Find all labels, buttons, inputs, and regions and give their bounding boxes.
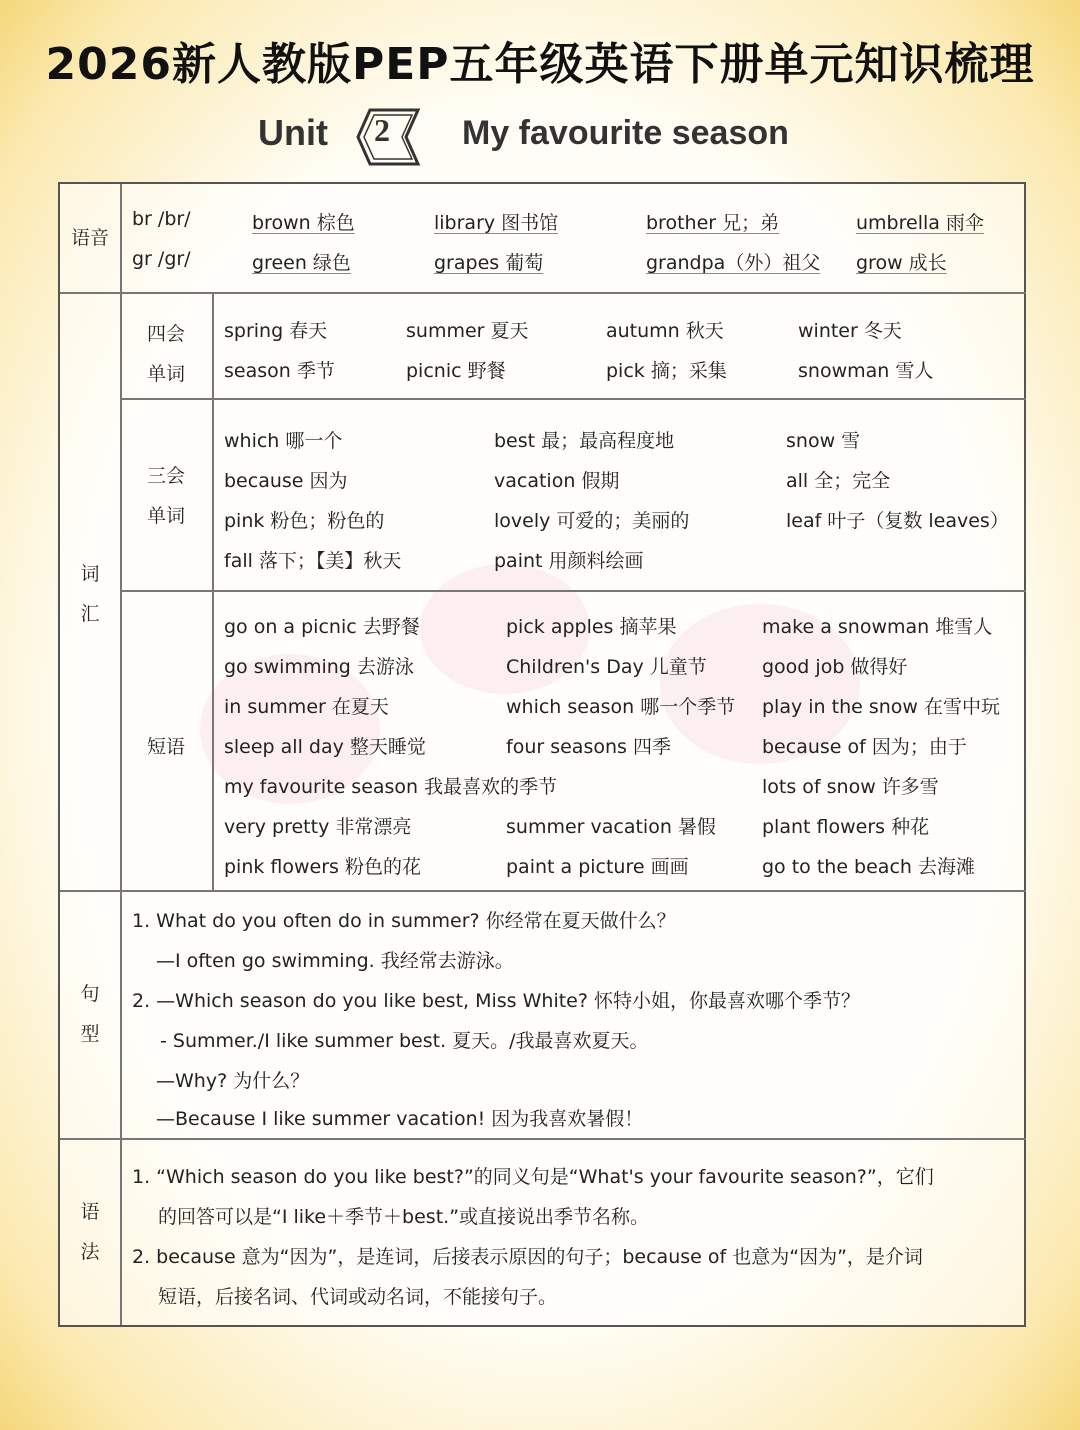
- three-skill-label: 三会单词: [146, 465, 185, 527]
- phrase: because of 因为；由于: [762, 736, 967, 758]
- four-skill-word: pick 摘；采集: [606, 360, 727, 382]
- three-skill-word: leaf 叶子（复数 leaves）: [786, 510, 1009, 532]
- four-skill-word: winter 冬天: [798, 320, 902, 342]
- grammar-line: 1. “Which season do you like best?”的同义句是“What's your favourite season?”，它们: [132, 1166, 934, 1188]
- phrase: sleep all day 整天睡觉: [224, 736, 426, 758]
- phrase: play in the snow 在雪中玩: [762, 696, 1000, 718]
- row-divider: [120, 590, 1026, 592]
- phrase: my favourite season 我最喜欢的季节: [224, 776, 558, 798]
- phrase: in summer 在夏天: [224, 696, 389, 718]
- column-divider: [120, 184, 122, 1325]
- phonics-word: green 绿色: [252, 252, 351, 274]
- phrase: pick apples 摘苹果: [506, 616, 677, 638]
- phonics-sound: br /br/: [132, 208, 191, 230]
- three-skill-word: pink 粉色；粉色的: [224, 510, 385, 532]
- phonics-word: grow 成长: [856, 252, 947, 274]
- phrase: very pretty 非常漂亮: [224, 816, 412, 838]
- unit-header: [0, 104, 1080, 168]
- phrase: which season 哪一个季节: [506, 696, 736, 718]
- phrase: go on a picnic 去野餐: [224, 616, 420, 638]
- three-skill-word: best 最；最高程度地: [494, 430, 675, 452]
- unit-name: My favourite season: [462, 114, 789, 152]
- row-divider: [60, 1138, 1026, 1140]
- phonics-word: brown 棕色: [252, 212, 355, 234]
- phonics-word: grandpa（外）祖父: [646, 252, 821, 274]
- grammar-line: 的回答可以是“I like＋季节＋best.”或直接说出季节名称。: [158, 1206, 650, 1228]
- sentence-label: 句型: [80, 983, 100, 1045]
- grammar-line: 短语，后接名词、代词或动名词，不能接句子。: [158, 1286, 558, 1308]
- phrase: good job 做得好: [762, 656, 908, 678]
- sentence-line: - Summer./I like summer best. 夏天。/我最喜欢夏天。: [160, 1030, 649, 1052]
- sentence-line: 2. —Which season do you like best, Miss White? 怀特小姐，你最喜欢哪个季节？: [132, 990, 860, 1012]
- grammar-label: 语法: [80, 1201, 100, 1263]
- phrase: make a snowman 堆雪人: [762, 616, 993, 638]
- phrase: plant flowers 种花: [762, 816, 930, 838]
- four-skill-word: autumn 秋天: [606, 320, 724, 342]
- phonics-word: grapes 葡萄: [434, 252, 544, 274]
- phrase: summer vacation 暑假: [506, 816, 716, 838]
- three-skill-word: lovely 可爱的；美丽的: [494, 510, 690, 532]
- grammar-line: 2. because 意为“因为”，是连词，后接表示原因的句子；because of 也意为“因为”，是介词: [132, 1246, 923, 1268]
- three-skill-word: because 因为: [224, 470, 348, 492]
- three-skill-word: which 哪一个: [224, 430, 343, 452]
- three-skill-word: all 全；完全: [786, 470, 891, 492]
- phrase: go to the beach 去海滩: [762, 856, 975, 878]
- sentence-line: —Why? 为什么？: [156, 1070, 310, 1092]
- phonics-label: 语音: [70, 227, 109, 249]
- row-divider: [120, 398, 1026, 400]
- row-divider: [60, 292, 1026, 294]
- phrase: go swimming 去游泳: [224, 656, 414, 678]
- sentence-line: —Because I like summer vacation! 因为我喜欢暑假！: [156, 1108, 644, 1130]
- phrase-label: 短语: [146, 736, 185, 758]
- phrase: four seasons 四季: [506, 736, 671, 758]
- three-skill-word: fall 落下；【美】秋天: [224, 550, 402, 572]
- page-title: 2026新人教版PEP五年级英语下册单元知识梳理: [45, 39, 1035, 90]
- unit-number: 2: [374, 112, 390, 148]
- phrase: pink flowers 粉色的花: [224, 856, 421, 878]
- phrase: lots of snow 许多雪: [762, 776, 939, 798]
- sentence-line: 1. What do you often do in summer? 你经常在夏天做什么？: [132, 910, 676, 932]
- row-divider: [60, 890, 1026, 892]
- phonics-sound: gr /gr/: [132, 248, 191, 270]
- phonics-word: brother 兄；弟: [646, 212, 780, 234]
- phonics-word: library 图书馆: [434, 212, 559, 234]
- three-skill-word: snow 雪: [786, 430, 861, 452]
- phrase: Children's Day 儿童节: [506, 656, 707, 678]
- four-skill-word: snowman 雪人: [798, 360, 934, 382]
- four-skill-word: season 季节: [224, 360, 335, 382]
- three-skill-word: vacation 假期: [494, 470, 620, 492]
- three-skill-word: paint 用颜料绘画: [494, 550, 644, 572]
- vocab-label: 词汇: [80, 563, 100, 625]
- four-skill-word: summer 夏天: [406, 320, 529, 342]
- unit-word: Unit: [258, 112, 328, 153]
- phonics-word: umbrella 雨伞: [856, 212, 984, 234]
- four-skill-label: 四会单词: [146, 323, 185, 385]
- four-skill-word: picnic 野餐: [406, 360, 506, 382]
- phrase: paint a picture 画画: [506, 856, 689, 878]
- sentence-line: —I often go swimming. 我经常去游泳。: [156, 950, 514, 972]
- knowledge-table: [58, 182, 1026, 1327]
- column-divider: [212, 292, 214, 890]
- four-skill-word: spring 春天: [224, 320, 328, 342]
